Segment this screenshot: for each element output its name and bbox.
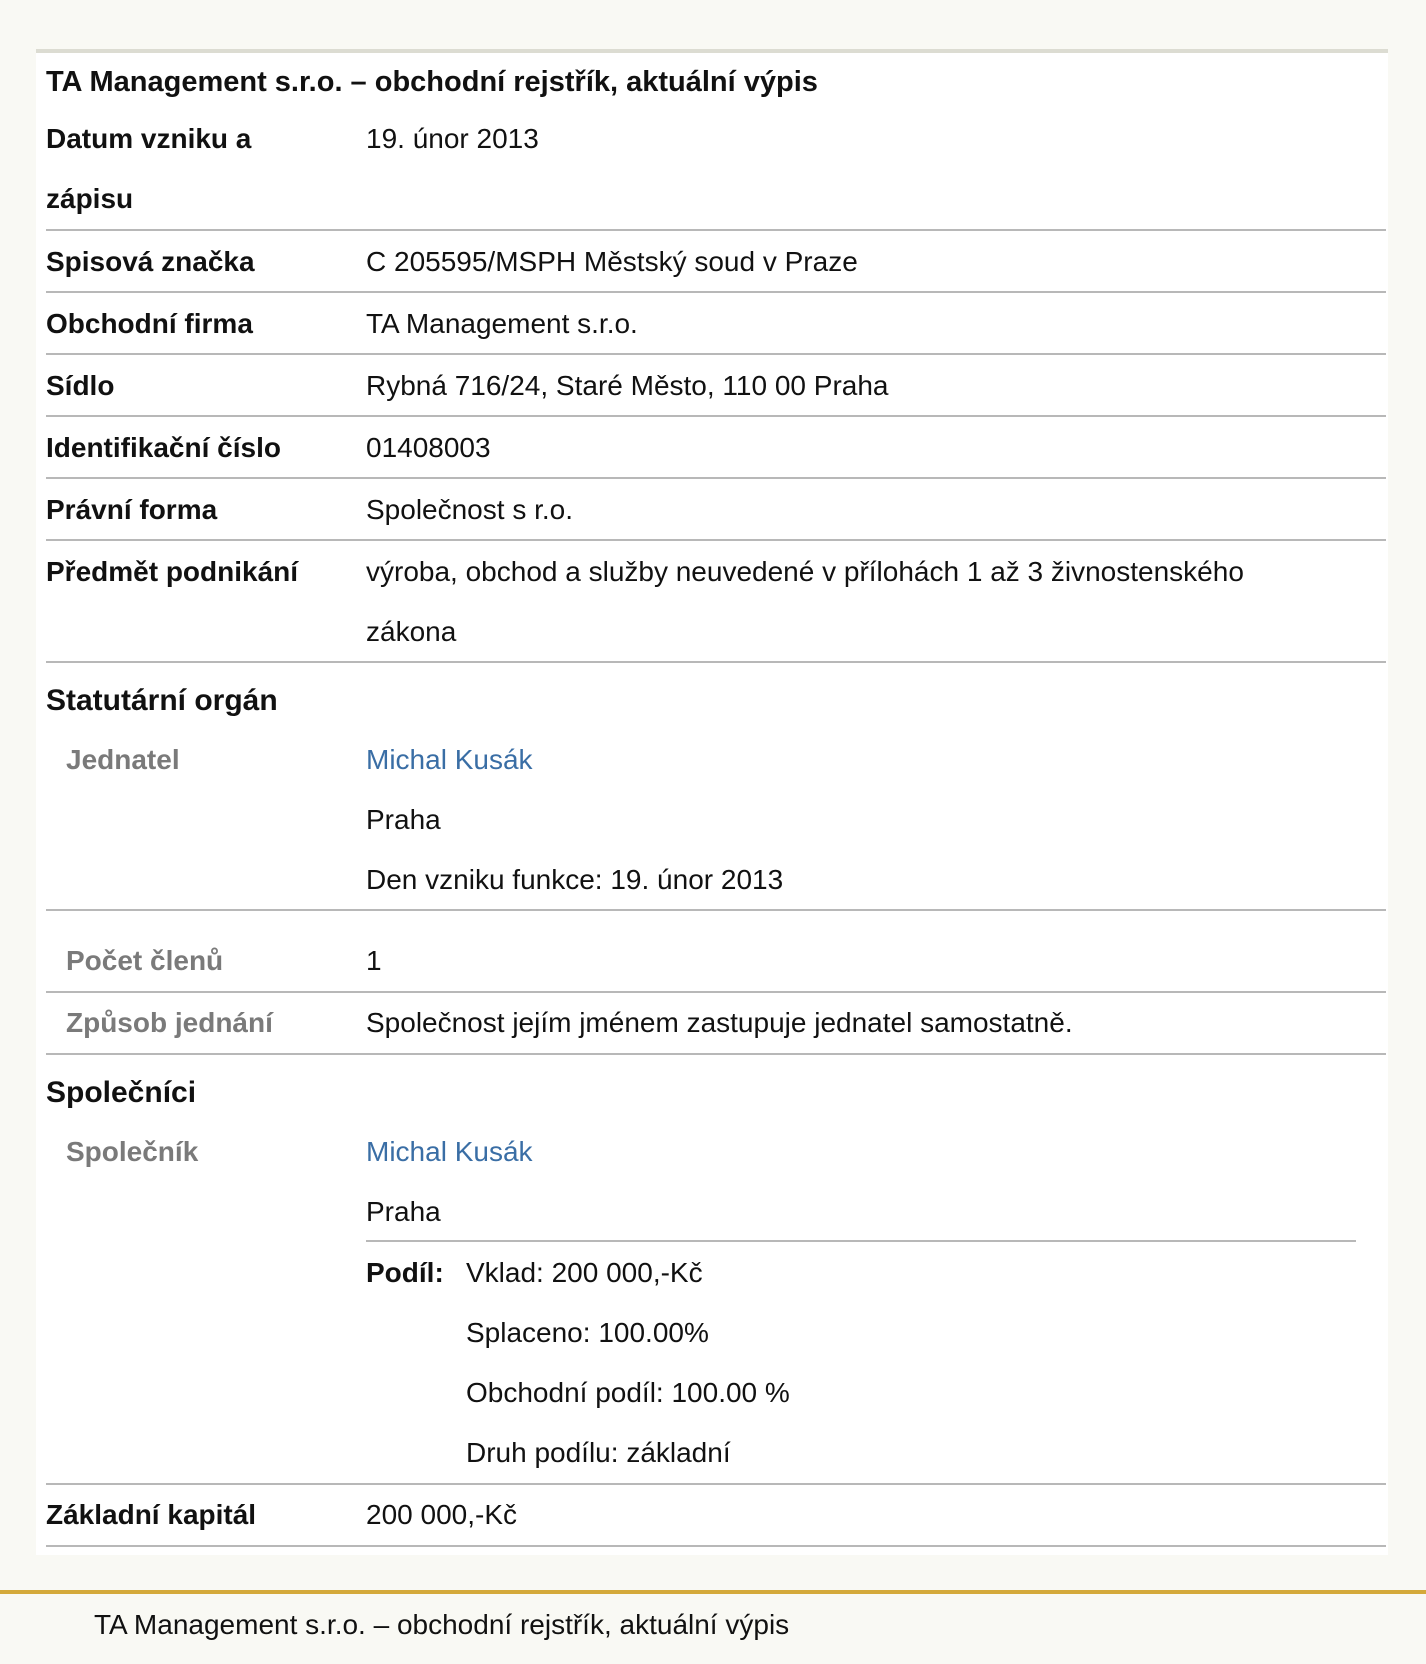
jednatel-label: Jednatel <box>66 744 180 775</box>
spolecnik-name-link[interactable]: Michal Kusák <box>366 1136 533 1167</box>
jednatel-since: Den vzniku funkce: 19. únor 2013 <box>366 864 784 895</box>
jednatel-city: Praha <box>366 804 441 835</box>
ico-label: Identifikační číslo <box>46 432 281 463</box>
divider <box>46 415 1386 417</box>
divider <box>46 477 1386 479</box>
spolecnici-heading: Společníci <box>46 1076 197 1109</box>
sidlo-label: Sídlo <box>46 370 115 401</box>
datum-label-line2: zápisu <box>46 183 134 214</box>
divider <box>46 991 1386 993</box>
divider <box>46 909 1386 911</box>
divider <box>46 291 1386 293</box>
divider <box>46 539 1386 541</box>
predmet-label: Předmět podnikání <box>46 556 299 587</box>
jednatel-name-link[interactable]: Michal Kusák <box>366 744 533 775</box>
pocet-clenu-label: Počet členů <box>66 945 224 976</box>
spisova-value: C 205595/MSPH Městský soud v Praze <box>366 246 858 277</box>
predmet-value-line1: výroba, obchod a služby neuvedené v přílohách 1 až 3 živnostenského <box>366 556 1244 587</box>
divider <box>46 661 1386 663</box>
firma-label: Obchodní firma <box>46 308 253 339</box>
pravni-forma-value: Společnost s r.o. <box>366 494 574 525</box>
splaceno-value: Splaceno: 100.00% <box>466 1317 709 1348</box>
ico-value: 01408003 <box>366 432 491 463</box>
page-title: TA Management s.r.o. – obchodní rejstřík, aktuální výpis <box>46 66 818 98</box>
divider <box>46 1483 1386 1485</box>
divider <box>46 229 1386 231</box>
predmet-value-line2: zákona <box>366 616 457 647</box>
divider <box>46 353 1386 355</box>
sidlo-value: Rybná 716/24, Staré Město, 110 00 Praha <box>366 370 889 401</box>
divider <box>46 1545 1386 1547</box>
vklad-value: Vklad: 200 000,-Kč <box>466 1257 703 1288</box>
statutarni-heading: Statutární orgán <box>46 684 278 717</box>
zpusob-jednani-value: Společnost jejím jménem zastupuje jednatel samostatně. <box>366 1007 1073 1038</box>
datum-value: 19. únor 2013 <box>366 123 539 154</box>
podil-label: Podíl: <box>366 1257 444 1288</box>
pocet-clenu-value: 1 <box>366 945 382 976</box>
divider <box>46 1053 1386 1055</box>
obchodni-podil-value: Obchodní podíl: 100.00 % <box>466 1377 790 1408</box>
firma-value: TA Management s.r.o. <box>366 308 638 339</box>
pravni-forma-label: Právní forma <box>46 494 218 525</box>
divider <box>366 1240 1356 1242</box>
kapital-label: Základní kapitál <box>46 1499 257 1530</box>
druh-podilu-value: Druh podílu: základní <box>466 1437 731 1468</box>
kapital-value: 200 000,-Kč <box>366 1499 517 1530</box>
spisova-label: Spisová značka <box>46 246 255 277</box>
datum-label-line1: Datum vzniku a <box>46 123 252 154</box>
spolecnik-city: Praha <box>366 1196 441 1227</box>
footer-title: TA Management s.r.o. – obchodní rejstřík, aktuální výpis <box>94 1609 790 1640</box>
footer-divider <box>0 1590 1426 1594</box>
zpusob-jednani-label: Způsob jednání <box>66 1007 273 1038</box>
spolecnik-label: Společník <box>66 1136 199 1167</box>
